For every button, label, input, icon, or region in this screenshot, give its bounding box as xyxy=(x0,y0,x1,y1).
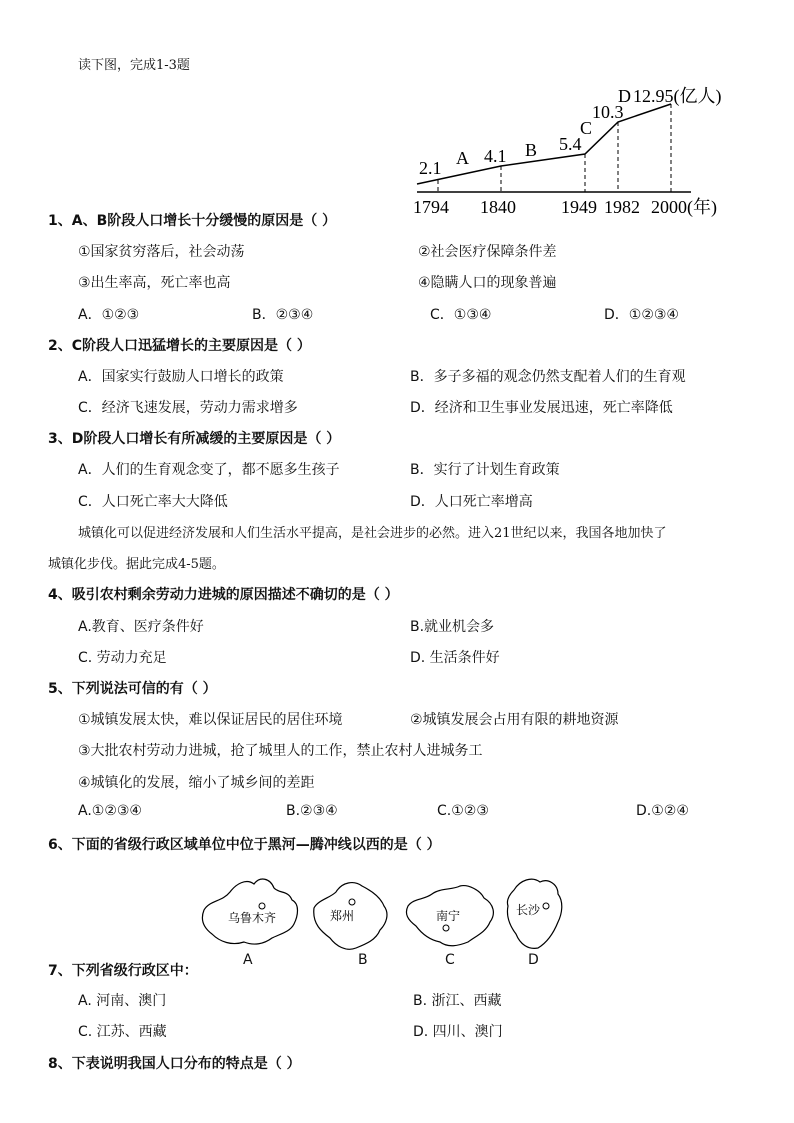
intro-1: 读下图，完成1-3题 xyxy=(78,58,190,73)
province-map-a[interactable] xyxy=(196,872,306,962)
year-label: 1794 xyxy=(413,197,449,217)
q2-option-a[interactable]: A．国家实行鼓励人口增长的政策 xyxy=(78,369,284,385)
map-city-label: 长沙 xyxy=(516,903,541,917)
q1-statement: ①国家贫穷落后，社会动荡 xyxy=(78,244,245,260)
q5-option-d[interactable]: D.①②④ xyxy=(636,803,689,819)
q5-statement: ①城镇发展太快，难以保证居民的居住环境 xyxy=(78,712,343,728)
q7-option-a[interactable]: A. 河南、澳门 xyxy=(78,993,167,1009)
value-label: 12.95(亿人) xyxy=(633,86,722,106)
q5-stem: 5、下列说法可信的有（ ） xyxy=(48,681,217,697)
q5-statement: ④城镇化的发展，缩小了城乡间的差距 xyxy=(78,775,315,791)
map-letter-b: B xyxy=(358,952,368,968)
q7-option-d[interactable]: D. 四川、澳门 xyxy=(413,1024,503,1040)
q4-option-c[interactable]: C. 劳动力充足 xyxy=(78,650,167,666)
q1-option-b[interactable]: B．②③④ xyxy=(252,307,314,323)
map-city-label: 南宁 xyxy=(436,909,461,923)
intro-2-line-1: 城镇化可以促进经济发展和人们生活水平提高，是社会进步的必然。进入21世纪以来，我国各地加快了 xyxy=(78,526,667,541)
q1-statement: ④隐瞒人口的现象普遍 xyxy=(418,275,557,291)
year-label: 1840 xyxy=(480,197,516,217)
q2-option-d[interactable]: D．经济和卫生事业发展迅速，死亡率降低 xyxy=(410,400,673,416)
q3-option-b[interactable]: B．实行了计划生育政策 xyxy=(410,462,560,478)
q8-stem: 8、下表说明我国人口分布的特点是（ ） xyxy=(48,1056,301,1072)
year-label: 2000(年) xyxy=(651,197,717,217)
q1-statement: ②社会医疗保障条件差 xyxy=(418,244,557,260)
year-label: 1949 xyxy=(561,197,597,217)
q2-option-b[interactable]: B．多子多福的观念仍然支配着人们的生育观 xyxy=(410,369,686,385)
q4-option-a[interactable]: A.教育、医疗条件好 xyxy=(78,619,204,635)
province-map-d[interactable] xyxy=(500,874,570,954)
q5-statement: ②城镇发展会占用有限的耕地资源 xyxy=(410,712,619,728)
q4-option-b[interactable]: B.就业机会多 xyxy=(410,619,495,635)
value-label: 10.3 xyxy=(592,102,624,122)
q2-stem: 2、C阶段人口迅猛增长的主要原因是（ ） xyxy=(48,338,311,354)
map-city-label: 乌鲁木齐 xyxy=(228,911,277,925)
q1-option-d[interactable]: D．①②③④ xyxy=(604,307,679,323)
population-chart xyxy=(405,80,745,220)
q1-option-a[interactable]: A．①②③ xyxy=(78,307,140,323)
province-map-b[interactable] xyxy=(306,872,396,962)
map-letter-a: A xyxy=(243,952,253,968)
intro-2-line-2: 城镇化步伐。据此完成4-5题。 xyxy=(48,557,225,572)
map-letter-c: C xyxy=(445,952,455,968)
q5-option-b[interactable]: B.②③④ xyxy=(286,803,338,819)
q2-option-c[interactable]: C．经济飞速发展，劳动力需求增多 xyxy=(78,400,298,416)
q5-option-a[interactable]: A.①②③④ xyxy=(78,803,142,819)
map-letter-d: D xyxy=(528,952,539,968)
q7-option-c[interactable]: C. 江苏、西藏 xyxy=(78,1024,167,1040)
value-label: 5.4 xyxy=(559,134,582,154)
q1-stem: 1、A、B阶段人口增长十分缓慢的原因是（ ） xyxy=(48,213,337,229)
value-label: 4.1 xyxy=(484,146,507,166)
q6-stem: 6、下面的省级行政区域单位中位于黑河—腾冲线以西的是（ ） xyxy=(48,837,441,853)
q5-option-c[interactable]: C.①②③ xyxy=(437,803,489,819)
value-label: 2.1 xyxy=(419,158,442,178)
q3-option-a[interactable]: A．人们的生育观念变了，都不愿多生孩子 xyxy=(78,462,340,478)
year-label: 1982 xyxy=(604,197,640,217)
q3-stem: 3、D阶段人口增长有所减缓的主要原因是（ ） xyxy=(48,431,341,447)
q4-stem: 4、吸引农村剩余劳动力进城的原因描述不确切的是（ ） xyxy=(48,587,399,603)
q7-option-b[interactable]: B. 浙江、西藏 xyxy=(413,993,502,1009)
stage-label: A xyxy=(456,148,469,168)
q3-option-d[interactable]: D．人口死亡率增高 xyxy=(410,494,533,510)
population-line xyxy=(417,104,671,184)
q7-stem: 7、下列省级行政区中： xyxy=(48,963,198,979)
stage-label: C xyxy=(580,118,593,138)
map-city-label: 郑州 xyxy=(330,909,355,923)
q1-option-c[interactable]: C．①③④ xyxy=(430,307,492,323)
stage-label: D xyxy=(618,86,631,106)
q5-statement: ③大批农村劳动力进城，抢了城里人的工作，禁止农村人进城务工 xyxy=(78,743,483,759)
q4-option-d[interactable]: D. 生活条件好 xyxy=(410,650,500,666)
q3-option-c[interactable]: C．人口死亡率大大降低 xyxy=(78,494,228,510)
stage-label: B xyxy=(525,140,538,160)
q1-statement: ③出生率高，死亡率也高 xyxy=(78,275,231,291)
